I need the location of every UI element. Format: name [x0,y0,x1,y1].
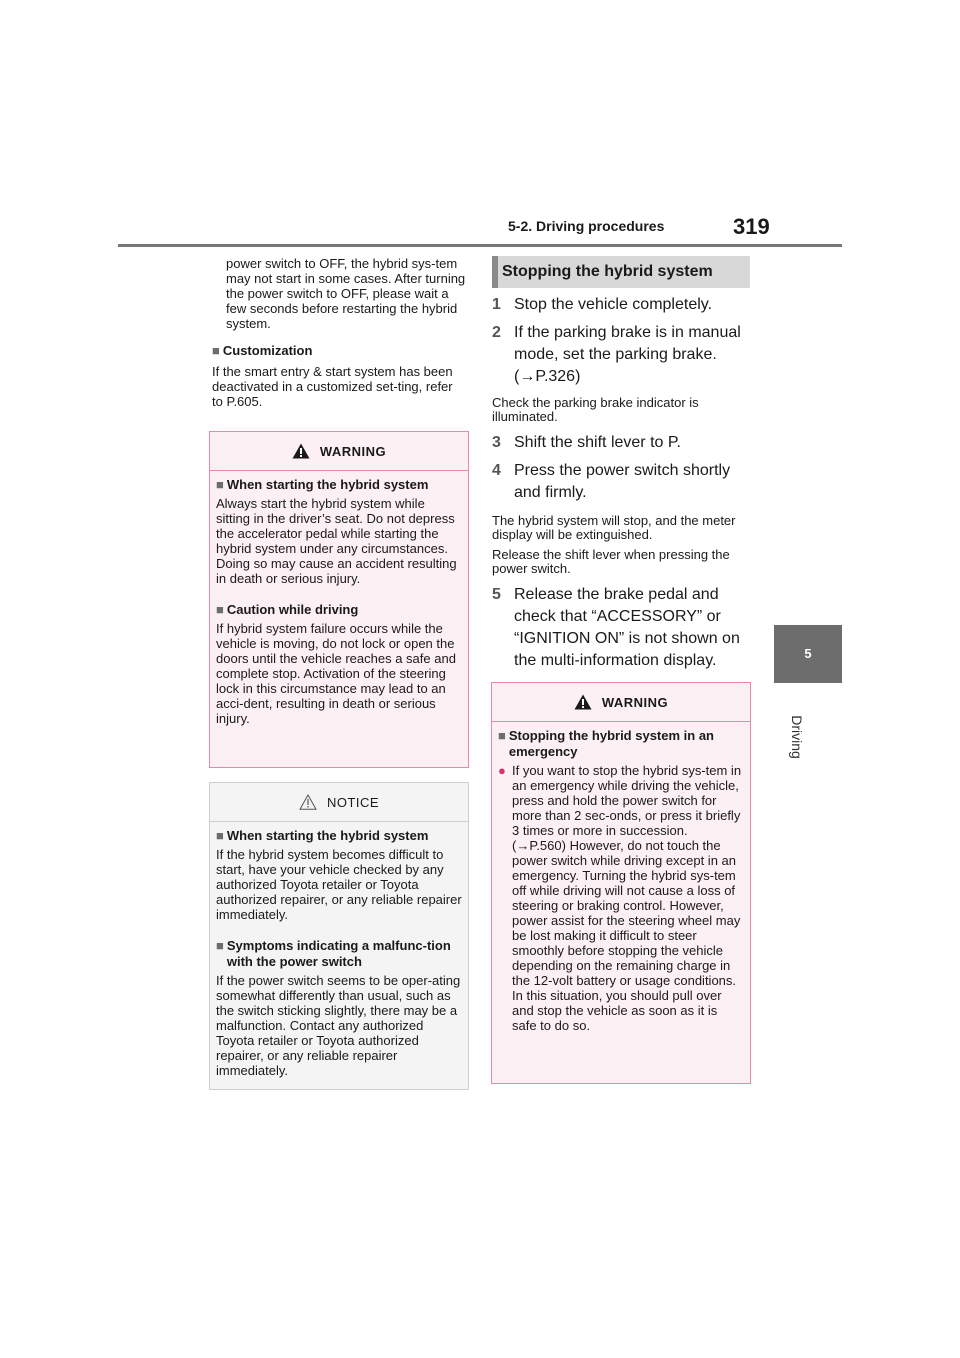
notice-section-heading: ■ When starting the hybrid system [216,828,429,843]
step-item: 1 Stop the vehicle completely. [492,296,713,313]
warning-section-heading: ■ When starting the hybrid system [216,477,429,492]
notice-section-heading: ■ Symptoms indicating a malfunc-tion with the power switch [216,938,451,969]
section-title: Stopping the hybrid system [492,256,750,288]
warning-section-text: Always start the hybrid system while sitting in the driver’s seat. Do not depress the accelerator pedal while starting the hybrid system under any circumstances. Doing so may cause an accident resulting in death or serious injury. [216,496,457,586]
chapter-tab: 5 [774,625,842,683]
warning-box-stop [491,682,751,1084]
square-bullet-icon: ■ [212,343,220,358]
step-item: 3 Shift the shift lever to P. [492,434,681,451]
notice-triangle-icon [299,794,317,810]
chapter-label: Driving [789,715,805,759]
header-rule [118,244,842,247]
square-bullet-icon: ■ [216,828,224,843]
step-item: 5 Release the brake pedal and check that “ACCESSORY” or “IGNITION ON” is not shown on the multi-information display. [492,586,740,669]
step-item: 4 Press the power switch shortly and firmly. [492,462,731,501]
warning-triangle-icon [292,443,310,459]
customization-text: If the smart entry & start system has been deactivated in a customized set-ting, refer to P.605. [212,364,453,409]
notice-box-title: NOTICE [210,783,468,822]
notice-box [209,782,469,1090]
step-note: The hybrid system will stop, and the meter display will be extinguished. [492,513,736,542]
notice-section-text: If the power switch seems to be oper-ating somewhat differently than usual, such as the switch sticking slightly, there may be a malfunction. Contact any authorized Toyota retailer or Toyota authorized repairer, or any reliable repairer immediately. [216,973,461,1078]
square-bullet-icon: ■ [498,728,506,743]
right-column [492,294,750,672]
warning-triangle-icon [574,694,592,710]
square-bullet-icon: ■ [216,477,224,492]
square-bullet-icon: ■ [216,938,224,953]
warning-box-title: WARNING [210,432,468,471]
warning-box-start [209,431,469,768]
page-number: 319 [733,214,770,239]
warning-box-title: WARNING [492,683,750,722]
left-column [212,256,467,409]
running-header-section: 5-2. Driving procedures [508,218,665,234]
warning-bullet: ● If you want to stop the hybrid sys-tem in an emergency while driving the vehicle, press and hold the power switch for more than 2 sec-onds, or press it briefly 3 times or more in succession. (→P.560) However, do not touch the power switch while driving except in an emergency. Turning the hybrid sys-tem off while driving will not cause a loss of steering or braking control. However, power assist for the steering wheel may be lost making it difficult to steer smoothly before stopping the vehicle depending on the remaining charge in the 12-volt battery or usage conditions. In this situation, you should pull over and stop the vehicle as soon as it is safe to do so. [498,763,742,1033]
warning-section-text: If hybrid system failure occurs while the vehicle is moving, do not lock or open the doors until the vehicle reaches a safe and complete stop. Activation of the steering lock in this circumstance may lead to an acci-dent, resulting in death or serious injury. [216,621,456,726]
round-bullet-icon: ● [498,763,506,778]
warning-section-heading: ■ Stopping the hybrid system in an emergency [498,728,714,759]
step-item: 2 If the parking brake is in manual mode, set the parking brake. (→P.326) [492,324,741,385]
intro-text: power switch to OFF, the hybrid sys-tem may not start in some cases. After turning the power switch to OFF, please wait a few seconds before restarting the hybrid system. [226,256,466,331]
square-bullet-icon: ■ [216,602,224,617]
notice-section-text: If the hybrid system becomes difficult to start, have your vehicle checked by any authorized Toyota retailer or Toyota authorized repairer, or any reliable repairer immediately. [216,847,462,922]
step-note: Check the parking brake indicator is illuminated. [492,395,699,424]
customization-heading: ■ Customization [212,343,313,358]
step-note: Release the shift lever when pressing the power switch. [492,547,730,576]
warning-section-heading: ■ Caution while driving [216,602,359,617]
